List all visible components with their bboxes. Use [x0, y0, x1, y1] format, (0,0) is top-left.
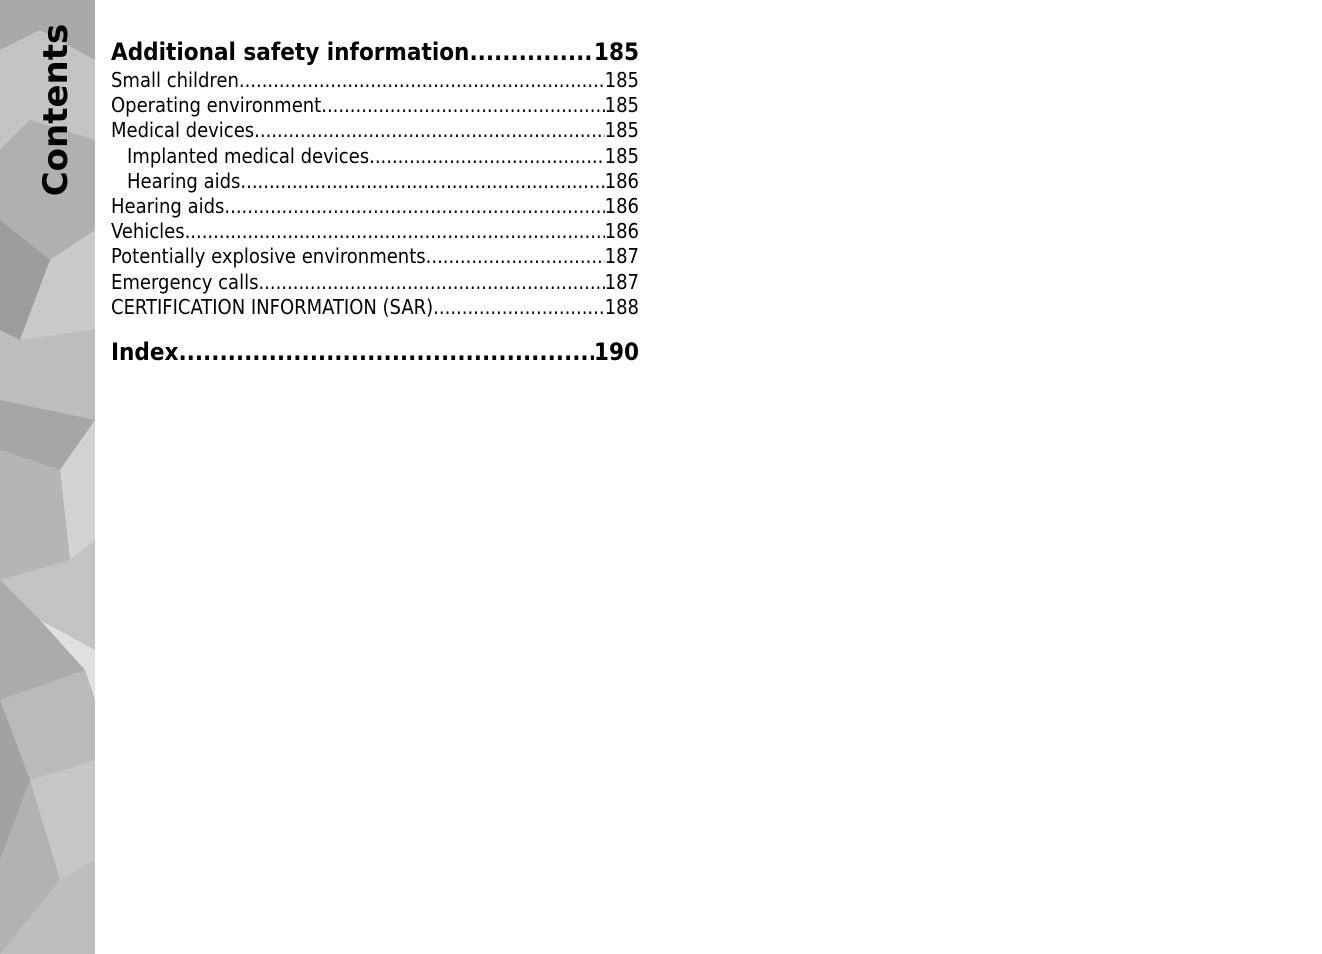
- toc-page-number: 190: [593, 337, 639, 366]
- toc-entry[interactable]: [111, 93, 639, 118]
- toc-subentry[interactable]: [111, 169, 639, 194]
- dot-leader: [469, 36, 593, 68]
- toc-subentry[interactable]: [111, 144, 639, 169]
- toc-page-number: 187: [604, 269, 639, 294]
- toc-entry-label: Hearing aids: [111, 193, 225, 218]
- toc-entry-label: Medical devices: [111, 118, 255, 143]
- toc-section-title: Additional safety information: [111, 38, 470, 66]
- toc-entry[interactable]: [111, 270, 639, 295]
- dot-leader: [240, 169, 604, 194]
- dot-leader: [254, 118, 605, 143]
- section-spacer: [111, 320, 639, 336]
- toc-entry[interactable]: [111, 194, 639, 219]
- table-of-contents: [111, 36, 639, 368]
- toc-entry-label: Implanted medical devices: [127, 143, 370, 168]
- toc-entry[interactable]: [111, 295, 639, 320]
- toc-entry-label: Small children: [111, 68, 239, 92]
- toc-entry-label: Potentially explosive environments: [111, 244, 426, 269]
- toc-entry-label: Hearing aids: [127, 168, 241, 193]
- toc-section-heading[interactable]: [111, 336, 639, 368]
- toc-page-number: 186: [604, 168, 639, 193]
- toc-page-number: 188: [604, 294, 639, 319]
- side-decorative-band: [0, 0, 95, 954]
- toc-page-number: 185: [604, 68, 639, 92]
- dot-leader: [185, 219, 605, 244]
- dot-leader: [369, 144, 605, 169]
- toc-entry[interactable]: [111, 219, 639, 244]
- dot-leader: [258, 270, 604, 295]
- toc-page-number: 185: [604, 143, 639, 168]
- toc-page-number: 187: [604, 244, 639, 269]
- toc-page-number: 185: [604, 118, 639, 143]
- toc-entry-label: Vehicles: [111, 219, 185, 244]
- dot-leader: [426, 244, 605, 269]
- toc-page-number: 185: [593, 38, 639, 66]
- toc-entry[interactable]: [111, 118, 639, 143]
- toc-page-number: 185: [604, 93, 639, 118]
- toc-page-number: 186: [604, 193, 639, 218]
- side-tab-title: Contents: [36, 23, 76, 197]
- toc-section-heading[interactable]: [111, 36, 639, 68]
- dot-leader: [433, 295, 604, 320]
- dot-leader: [224, 194, 604, 219]
- toc-entry-label: Operating environment: [111, 93, 322, 118]
- toc-entry[interactable]: [111, 244, 639, 269]
- dot-leader: [178, 336, 593, 368]
- toc-entry[interactable]: [111, 68, 639, 93]
- toc-entry-label: Emergency calls: [111, 269, 259, 294]
- dot-leader: [321, 93, 604, 118]
- toc-section-title: Index: [111, 337, 179, 366]
- toc-entry-label: CERTIFICATION INFORMATION (SAR): [111, 294, 434, 319]
- dot-leader: [239, 68, 605, 93]
- toc-page-number: 186: [604, 219, 639, 244]
